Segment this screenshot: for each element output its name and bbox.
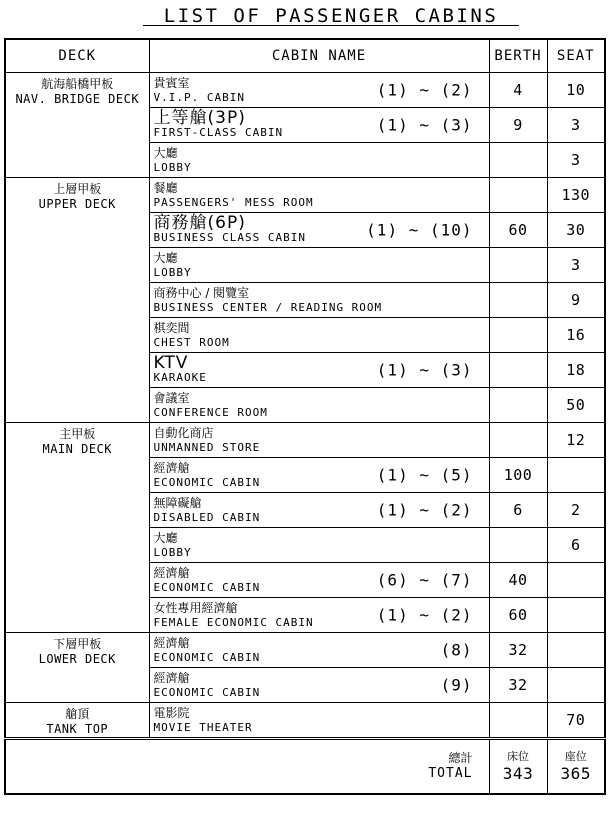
total-label-zh: 總計 <box>448 750 473 765</box>
seat-value: 9 <box>547 283 605 318</box>
total-label-en: TOTAL <box>428 765 473 781</box>
total-berth-cell <box>489 739 547 794</box>
total-row <box>5 739 605 794</box>
deck-name-en: TANK TOP <box>46 722 109 736</box>
cabin-name-cell <box>149 143 489 178</box>
cabin-name-en: LOBBY <box>153 160 192 174</box>
cabin-range: (1) ~ (2) <box>376 80 473 100</box>
berth-value <box>489 283 547 318</box>
cabin-table <box>4 38 606 795</box>
cabin-name-en: ECONOMIC CABIN <box>153 685 261 699</box>
header-berth: BERTH <box>489 39 547 73</box>
cabin-name-zh: 大廳 <box>153 145 178 160</box>
cabin-name-zh: 棋奕間 <box>153 320 190 335</box>
total-berth-label: 床位 <box>507 749 529 763</box>
cabin-name-zh: 上等艙(3P) <box>153 107 246 128</box>
cabin-name-en: UNMANNED STORE <box>153 440 261 454</box>
header-seat: SEAT <box>547 39 605 73</box>
cabin-name-zh: 女性專用經濟艙 <box>153 600 238 615</box>
cabin-name-en: FEMALE ECONOMIC CABIN <box>153 615 314 629</box>
cabin-name-cell <box>149 493 489 528</box>
seat-value: 3 <box>547 248 605 283</box>
cabin-name-en: FIRST-CLASS CABIN <box>153 125 284 139</box>
header-deck: DECK <box>5 39 149 73</box>
seat-value: 50 <box>547 388 605 423</box>
berth-value: 60 <box>489 213 547 248</box>
berth-value <box>489 703 547 739</box>
cabin-name-cell <box>149 213 489 248</box>
cabin-name-en: KARAOKE <box>153 370 207 384</box>
cabin-name-zh: 商務中心 / 閱覽室 <box>153 285 250 300</box>
berth-value <box>489 318 547 353</box>
deck-cell <box>5 703 149 739</box>
seat-value: 18 <box>547 353 605 388</box>
deck-cell <box>5 423 149 633</box>
cabin-name-zh: KTV <box>153 352 189 373</box>
cabin-name-en: ECONOMIC CABIN <box>153 580 261 594</box>
seat-value: 10 <box>547 73 605 108</box>
berth-value <box>489 423 547 458</box>
cabin-range: (1) ~ (10) <box>366 220 473 240</box>
cabin-name-cell <box>149 108 489 143</box>
cabin-name-en: PASSENGERS' MESS ROOM <box>153 195 314 209</box>
table-row <box>5 633 605 668</box>
cabin-name-en: LOBBY <box>153 265 192 279</box>
berth-value <box>489 143 547 178</box>
cabin-name-zh: 無障礙艙 <box>153 495 202 510</box>
cabin-range: (6) ~ (7) <box>376 570 473 590</box>
cabin-name-zh: 自動化商店 <box>153 425 214 440</box>
cabin-name-en: BUSINESS CENTER / READING ROOM <box>153 300 383 314</box>
seat-value: 16 <box>547 318 605 353</box>
seat-value: 3 <box>547 108 605 143</box>
cabin-name-cell <box>149 563 489 598</box>
berth-value <box>489 178 547 213</box>
seat-value <box>547 458 605 493</box>
cabin-name-cell <box>149 73 489 108</box>
total-berth-value: 343 <box>502 763 534 783</box>
seat-value <box>547 668 605 703</box>
cabin-range: (1) ~ (3) <box>376 360 473 380</box>
header-cabin-name: CABIN NAME <box>149 39 489 73</box>
deck-name-zh: 艙頂 <box>65 707 90 721</box>
seat-value <box>547 633 605 668</box>
deck-name-en: MAIN DECK <box>42 442 113 456</box>
berth-value: 40 <box>489 563 547 598</box>
berth-value: 32 <box>489 633 547 668</box>
table-row <box>5 178 605 213</box>
cabin-range: (9) <box>440 675 473 695</box>
cabin-name-zh: 經濟艙 <box>153 565 190 580</box>
berth-value <box>489 528 547 563</box>
cabin-name-zh: 電影院 <box>153 705 190 720</box>
cabin-name-en: MOVIE THEATER <box>153 720 253 734</box>
cabin-name-cell <box>149 318 489 353</box>
berth-value: 4 <box>489 73 547 108</box>
cabin-name-en: LOBBY <box>153 545 192 559</box>
seat-value: 2 <box>547 493 605 528</box>
cabin-name-cell <box>149 528 489 563</box>
header-row <box>5 39 605 73</box>
cabin-name-en: CHEST ROOM <box>153 335 230 349</box>
cabin-range: (1) ~ (2) <box>376 605 473 625</box>
deck-name-zh: 上層甲板 <box>53 182 102 196</box>
cabin-name-en: BUSINESS CLASS CABIN <box>153 230 306 244</box>
total-seat-value: 365 <box>560 763 591 783</box>
berth-value: 60 <box>489 598 547 633</box>
cabin-name-zh: 經濟艙 <box>153 460 190 475</box>
deck-name-zh: 下層甲板 <box>53 637 102 651</box>
cabin-range: (8) <box>440 640 473 660</box>
cabin-range: (1) ~ (2) <box>376 500 473 520</box>
cabin-name-zh: 大廳 <box>153 250 178 265</box>
berth-value: 6 <box>489 493 547 528</box>
seat-value: 130 <box>547 178 605 213</box>
cabin-name-zh: 經濟艙 <box>153 670 190 685</box>
cabin-name-zh: 商務艙(6P) <box>153 212 246 233</box>
seat-value: 6 <box>547 528 605 563</box>
seat-value <box>547 598 605 633</box>
cabin-name-cell <box>149 423 489 458</box>
deck-name-zh: 航海船橋甲板 <box>41 77 114 91</box>
deck-name-en: NAV. BRIDGE DECK <box>15 92 140 106</box>
seat-value: 30 <box>547 213 605 248</box>
deck-name-zh: 主甲板 <box>59 427 96 441</box>
table-row <box>5 73 605 108</box>
cabin-name-cell <box>149 248 489 283</box>
cabin-range: (1) ~ (3) <box>376 115 473 135</box>
cabin-name-zh: 貴賓室 <box>153 75 190 90</box>
seat-value: 12 <box>547 423 605 458</box>
deck-cell <box>5 73 149 178</box>
cabin-name-en: ECONOMIC CABIN <box>153 475 261 489</box>
cabin-range: (1) ~ (5) <box>376 465 473 485</box>
cabin-name-zh: 經濟艙 <box>153 635 190 650</box>
berth-value <box>489 353 547 388</box>
title-underline <box>143 25 519 26</box>
berth-value: 9 <box>489 108 547 143</box>
cabin-name-cell <box>149 283 489 318</box>
total-seat-label: 座位 <box>564 749 587 763</box>
cabin-name-en: DISABLED CABIN <box>153 510 261 524</box>
deck-name-en: UPPER DECK <box>38 197 116 211</box>
berth-value <box>489 248 547 283</box>
seat-value <box>547 563 605 598</box>
berth-value: 32 <box>489 668 547 703</box>
deck-cell <box>5 178 149 423</box>
table-row <box>5 423 605 458</box>
cabin-name-cell <box>149 353 489 388</box>
cabin-name-cell <box>149 703 489 739</box>
cabin-name-en: ECONOMIC CABIN <box>153 650 261 664</box>
cabin-name-en: V.I.P. CABIN <box>153 90 245 104</box>
berth-value: 100 <box>489 458 547 493</box>
cabin-name-cell <box>149 668 489 703</box>
cabin-name-cell <box>149 633 489 668</box>
cabin-name-zh: 會議室 <box>153 390 190 405</box>
cabin-name-zh: 餐廳 <box>153 180 178 195</box>
cabin-name-en: CONFERENCE ROOM <box>153 405 268 419</box>
seat-value: 70 <box>547 703 605 739</box>
cabin-name-cell <box>149 458 489 493</box>
total-seat-cell <box>547 739 605 794</box>
berth-value <box>489 388 547 423</box>
cabin-name-cell <box>149 598 489 633</box>
page-title: LIST OF PASSENGER CABINS <box>163 5 499 27</box>
table-row <box>5 703 605 739</box>
cabin-name-zh: 大廳 <box>153 530 178 545</box>
seat-value: 3 <box>547 143 605 178</box>
cabin-name-cell <box>149 178 489 213</box>
deck-cell <box>5 633 149 703</box>
cabin-name-cell <box>149 388 489 423</box>
total-label-cell <box>5 739 489 794</box>
deck-name-en: LOWER DECK <box>38 652 116 666</box>
